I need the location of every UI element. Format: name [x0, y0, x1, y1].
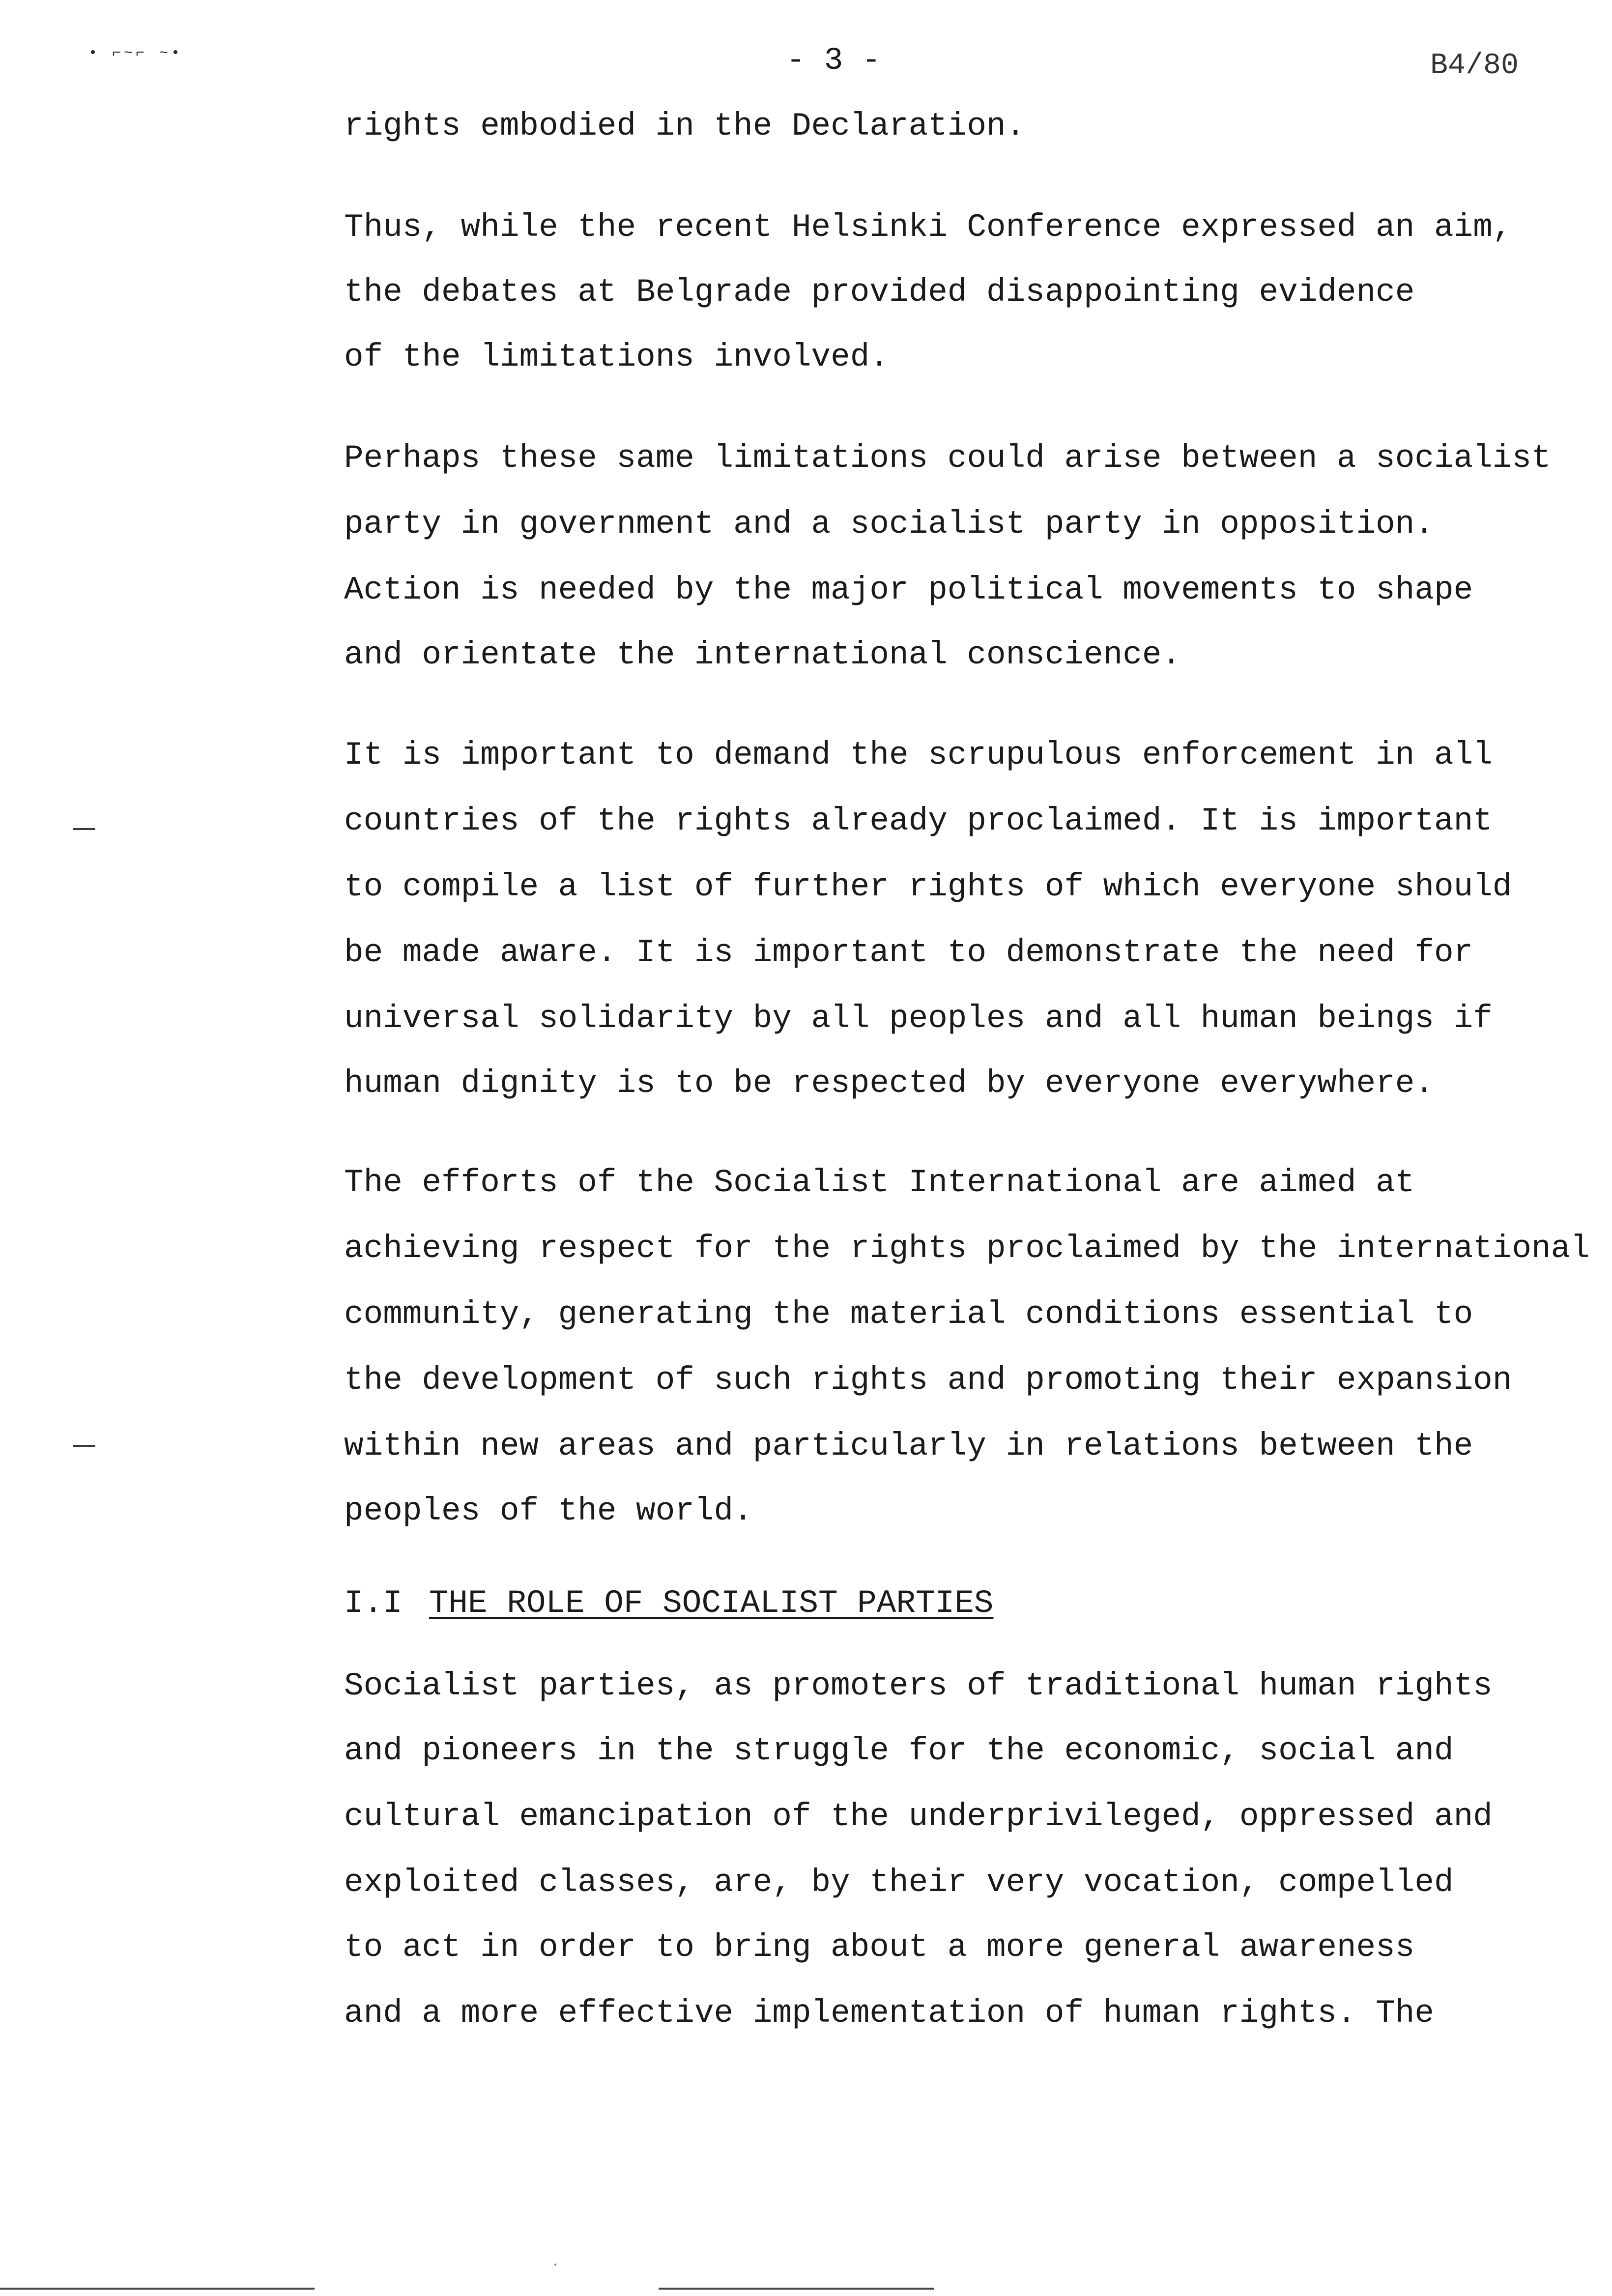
text-line: universal solidarity by all peoples and all human beings if	[344, 1000, 1493, 1037]
text-line: be made aware. It is important to demonstrate the need for	[344, 934, 1473, 971]
text-line: Thus, while the recent Helsinki Conference expressed an aim,	[344, 209, 1512, 246]
text-line: community, generating the material conditions essential to	[344, 1296, 1473, 1333]
scan-speck	[554, 2264, 556, 2266]
text-line: It is important to demand the scrupulous enforcement in all	[344, 737, 1493, 774]
text-line: within new areas and particularly in relations between the	[344, 1428, 1473, 1464]
section-heading	[344, 1587, 993, 1620]
text-line: The efforts of the Socialist International are aimed at	[344, 1164, 1415, 1201]
text-line: rights embodied in the Declaration.	[344, 108, 1026, 144]
text-line: peoples of the world.	[344, 1492, 753, 1529]
section-number: I.I	[344, 1585, 403, 1622]
text-line: to act in order to bring about a more general awareness	[344, 1929, 1415, 1966]
text-line: Perhaps these same limitations could arise between a socialist	[344, 440, 1551, 477]
section-title: THE ROLE OF SOCIALIST PARTIES	[429, 1585, 994, 1622]
document-reference: B4/80	[1430, 49, 1519, 83]
text-line: to compile a list of further rights of which everyone should	[344, 868, 1512, 905]
text-line: and pioneers in the struggle for the economic, social and	[344, 1732, 1454, 1769]
text-line: of the limitations involved.	[344, 339, 889, 375]
text-line: party in government and a socialist party in opposition.	[344, 506, 1434, 543]
margin-mark	[73, 1445, 95, 1447]
text-line: Socialist parties, as promoters of traditional human rights	[344, 1667, 1493, 1704]
text-line: exploited classes, are, by their very vocation, compelled	[344, 1864, 1454, 1901]
margin-mark	[73, 828, 95, 830]
text-line: human dignity is to be respected by everyone everywhere.	[344, 1065, 1434, 1102]
bottom-rule	[0, 2288, 315, 2290]
page-number: - 3 -	[786, 43, 881, 79]
text-line: and orientate the international conscience.	[344, 636, 1181, 673]
text-line: and a more effective implementation of human rights. The	[344, 1995, 1434, 2032]
text-line: the development of such rights and promoting their expansion	[344, 1362, 1512, 1399]
corner-mark: • ⌐~⌐ ~•	[88, 45, 183, 62]
text-line: the debates at Belgrade provided disappointing evidence	[344, 274, 1415, 311]
bottom-rule	[659, 2288, 934, 2290]
text-line: achieving respect for the rights proclaimed by the international	[344, 1230, 1590, 1267]
text-line: cultural emancipation of the underprivileged, oppressed and	[344, 1798, 1493, 1835]
text-line: countries of the rights already proclaimed. It is important	[344, 803, 1493, 839]
text-line: Action is needed by the major political movements to shape	[344, 572, 1473, 608]
